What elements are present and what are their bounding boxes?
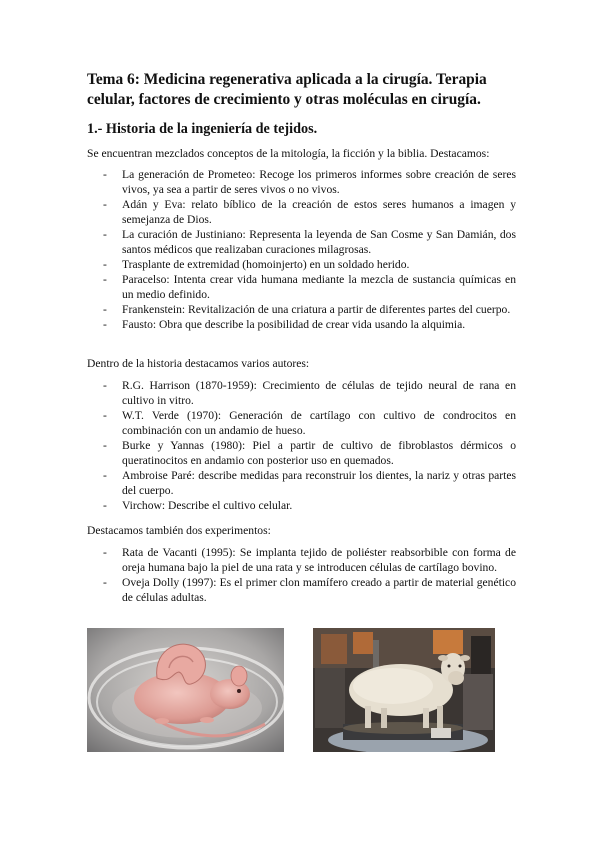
dash-bullet: - [103, 379, 107, 392]
dash-bullet: - [103, 439, 107, 452]
document-title: Tema 6: Medicina regenerativa aplicada a la cirugía. Terapia celular, factores de crecimiento y otras moléculas en cirugía. [87, 71, 487, 108]
vacanti-mouse-photo [87, 628, 284, 752]
section-heading: 1.- Historia de la ingeniería de tejidos. [87, 121, 318, 137]
list-item [100, 257, 516, 272]
dash-bullet: - [103, 576, 107, 589]
dash-bullet: - [103, 409, 107, 422]
dash-bullet: - [103, 168, 107, 181]
list-item-text: La generación de Prometeo: Recoge los primeros informes sobre creación de seres vivos, ya sea a partir de seres vivos o no vivos. [122, 168, 516, 196]
list-item [100, 317, 516, 332]
list-item [100, 302, 516, 317]
list-item [100, 575, 516, 605]
list-item-text: Oveja Dolly (1997): Es el primer clon mamífero creado a partir de material genético de células adultas. [122, 576, 516, 604]
list-item-text: Adán y Eva: relato bíblico de la creación de estos seres humanos a imagen y semejanza de Dios. [122, 198, 516, 226]
list-item-text: Trasplante de extremidad (homoinjerto) en un soldado herido. [122, 258, 410, 271]
list-item [100, 197, 516, 227]
experiments-intro-paragraph: Destacamos también dos experimentos: [87, 524, 271, 537]
authors-list [100, 378, 516, 513]
dash-bullet: - [103, 258, 107, 271]
list-item [100, 408, 516, 438]
list-item-text: W.T. Verde (1970): Generación de cartílago con cultivo de condrocitos en combinación con un andamio de hueso. [122, 409, 516, 437]
list-item [100, 498, 516, 513]
dolly-sheep-photo [313, 628, 495, 752]
list-item-text: R.G. Harrison (1870-1959): Crecimiento de células de tejido neural de rana en cultivo in vitro. [122, 379, 516, 407]
list-item-text: Fausto: Obra que describe la posibilidad de crear vida usando la alquimia. [122, 318, 466, 331]
dash-bullet: - [103, 198, 107, 211]
dash-bullet: - [103, 546, 107, 559]
dash-bullet: - [103, 318, 107, 331]
intro-paragraph: Se encuentran mezclados conceptos de la mitología, la ficción y la biblia. Destacamos: [87, 147, 490, 160]
list-item-text: La curación de Justiniano: Representa la leyenda de San Cosme y San Damián, dos santos médicos que realizaban curaciones milagrosas. [122, 228, 516, 256]
list-item [100, 227, 516, 257]
list-item-text: Virchow: Describe el cultivo celular. [122, 499, 293, 512]
list-item [100, 378, 516, 408]
list-item-text: Ambroise Paré: describe medidas para reconstruir los dientes, la nariz y otras partes del cuerpo. [122, 469, 516, 497]
list-item-text: Paracelso: Intenta crear vida humana mediante la mezcla de sustancia químicas en un medio definido. [122, 273, 516, 301]
dash-bullet: - [103, 469, 107, 482]
history-concepts-list [100, 167, 516, 332]
list-item [100, 272, 516, 302]
dash-bullet: - [103, 303, 107, 316]
dash-bullet: - [103, 499, 107, 512]
dash-bullet: - [103, 228, 107, 241]
experiments-list [100, 545, 516, 605]
list-item [100, 438, 516, 468]
list-item [100, 468, 516, 498]
list-item-text: Frankenstein: Revitalización de una criatura a partir de diferentes partes del cuerpo. [122, 303, 511, 316]
dash-bullet: - [103, 273, 107, 286]
list-item-text: Rata de Vacanti (1995): Se implanta tejido de poliéster reabsorbible con forma de oreja humana bajo la piel de una rata y se introducen células de cartílago bovino. [122, 546, 516, 574]
list-item [100, 167, 516, 197]
list-item [100, 545, 516, 575]
authors-intro-paragraph: Dentro de la historia destacamos varios autores: [87, 357, 310, 370]
list-item-text: Burke y Yannas (1980): Piel a partir de cultivo de fibroblastos dérmicos o queratinocitos en andamio con posterior uso en quemados. [122, 439, 516, 467]
